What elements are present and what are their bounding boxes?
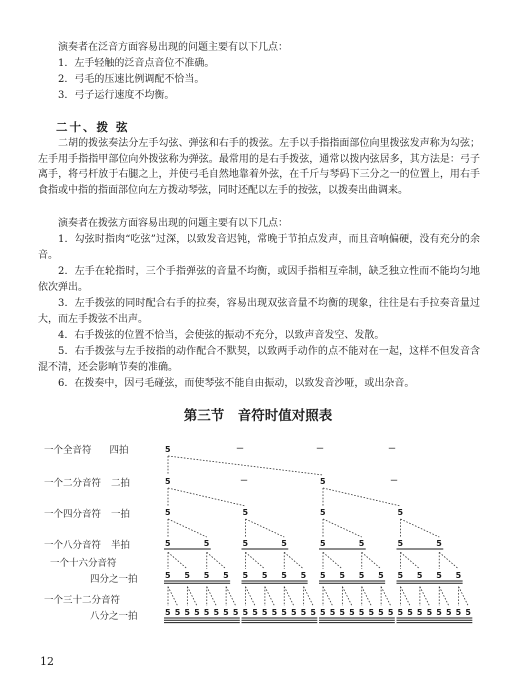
tree-branch-line	[284, 587, 294, 606]
note-digit: 5	[165, 608, 171, 617]
note-digit: 5	[300, 571, 307, 580]
note-digit: 5	[203, 571, 210, 580]
note-digit: 5	[261, 608, 268, 617]
note-digit: 5	[165, 445, 171, 454]
tree-branch-line	[439, 587, 449, 606]
note-digit: 5	[426, 608, 433, 617]
note-digit: 5	[349, 608, 355, 617]
duration-dash: －	[316, 444, 324, 453]
tree-branch-line	[168, 552, 187, 569]
tree-branch-line	[168, 488, 246, 506]
tree-branch-line	[381, 587, 391, 606]
page-number: 12	[40, 655, 54, 668]
tree-branch-line	[284, 552, 303, 569]
row-label-thirtysecond-beats: 八分之一拍	[90, 611, 138, 622]
harmonic-issue-2: 2．弓毛的压速比例调配不恰当。	[58, 74, 205, 85]
tree-branch-line	[246, 587, 256, 606]
note-beats: 四拍	[109, 445, 129, 456]
note-digit: 5	[378, 571, 384, 580]
tree-branch-line	[323, 519, 362, 537]
note-digit: 5	[329, 608, 336, 617]
note-digit: 5	[261, 571, 268, 580]
note-digit: 5	[445, 608, 452, 617]
tree-branch-line	[323, 488, 401, 506]
note-digit: 5	[436, 571, 442, 580]
note-name: 一个二分音符	[44, 478, 102, 489]
note-digit: 5	[165, 571, 171, 580]
note-digit: 5	[232, 608, 239, 617]
pizzicato-issue-2: 2．左手在轮指时，三个手指弹弦的音量不均衡，或因手指相互牵制，缺乏独立性而不能均匀地依次弹出。	[38, 266, 480, 293]
tree-branch-line	[342, 587, 352, 606]
tree-branch-line	[168, 456, 323, 475]
note-digit: 5	[397, 539, 404, 548]
note-digit: 5	[436, 539, 442, 548]
tree-branch-line	[323, 587, 333, 606]
note-digit: 5	[465, 608, 471, 617]
pizzicato-intro: 演奏者在拨弦方面容易出现的问题主要有以下几点：	[58, 218, 288, 229]
note-digit: 5	[242, 571, 249, 580]
note-digit: 5	[455, 571, 462, 580]
note-digit: 5	[310, 608, 316, 617]
note-digit: 5	[320, 608, 326, 617]
note-digit: 5	[184, 608, 190, 617]
note-digit: 5	[455, 608, 462, 617]
note-digit: 5	[165, 477, 171, 486]
pizzicato-issue-6: 6．在拨奏中，因弓毛碰弦，而使琴弦不能自由振动，以致发音沙哑，或出杂音。	[58, 378, 415, 389]
pizzicato-issue-4: 4．右手拨弦的位置不恰当，会使弦的振动不充分，以致声音发空、发散。	[58, 330, 385, 341]
note-digit: 5	[378, 608, 384, 617]
pizzicato-issue-3: 3．左手拨弦的同时配合右手的拉奏，容易出现双弦音量不均衡的现象，往往是右手拉奏音量过大，而左手拨弦不出声。	[38, 298, 480, 325]
note-digit: 5	[407, 608, 413, 617]
tree-branch-line	[362, 587, 372, 606]
note-digit: 5	[242, 508, 249, 517]
note-digit: 5	[320, 571, 326, 580]
note-digit: 5	[320, 539, 326, 548]
note-digit: 5	[281, 608, 287, 617]
note-digit: 5	[358, 571, 365, 580]
note-digit: 5	[397, 608, 404, 617]
tree-branch-line	[323, 552, 342, 569]
note-digit: 5	[397, 508, 404, 517]
note-digit: 5	[242, 608, 249, 617]
tree-branch-line	[420, 587, 430, 606]
note-digit: 5	[194, 608, 200, 617]
note-digit: 5	[252, 608, 258, 617]
note-digit: 5	[223, 608, 229, 617]
duration-dash: －	[390, 476, 398, 485]
tree-branch-line	[226, 587, 236, 606]
note-name: 一个全音符	[44, 445, 92, 456]
pizzicato-issue-5: 5．右手拨弦与左手按指的动作配合不默契，以致两手动作的点不能对在一起，这样不但发音含混不清，还会影响节奏的准确。	[38, 346, 480, 373]
section-heading-pizzicato: 二十、拨 弦	[56, 120, 130, 134]
pizzicato-description: 二胡的拨弦奏法分左手勾弦、弹弦和右手的拨弦。左手以手指指面部位向里拨弦发声称为勾弦；左手用手指指甲部位向外拨弦称为弹弦。最常用的是右手拨弦，通常以拨内弦居多，其方法是：弓子离手，将弓杆放于右腿之上，并使弓毛自然地靠着外弦，在千斤与琴码下三分之一的位置上，用右手食指或中指的指面部位向左方拨动琴弦，同时还配以左手的按弦，以拨奏出曲调来。	[38, 138, 480, 196]
note-digit: 5	[416, 608, 423, 617]
row-label-sixteenth-beats: 四分之一拍	[90, 574, 138, 585]
note-digit: 5	[339, 608, 345, 617]
duration-dash: －	[240, 476, 248, 485]
pizzicato-issue-1: 1．勾弦时指肉“吃弦”过深，以致发音迟钝，常晚于节拍点发声，而且音响偏硬，没有充分的余音。	[38, 234, 480, 261]
note-beats: 二拍	[111, 478, 131, 489]
note-digit: 5	[358, 608, 365, 617]
tree-branch-line	[401, 587, 411, 606]
note-digit: 5	[368, 608, 375, 617]
tree-branch-line	[439, 552, 458, 569]
tree-branch-line	[207, 587, 217, 606]
note-digit: 5	[320, 477, 326, 486]
harmonic-intro: 演奏者在泛音方面容易出现的问题主要有以下几点：	[58, 42, 288, 53]
note-digit: 5	[290, 608, 297, 617]
harmonic-issue-3: 3．弓子运行速度不均衡。	[58, 90, 175, 101]
note-digit: 5	[416, 571, 423, 580]
harmonic-issue-1: 1．左手轻触的泛音点音位不准确。	[58, 58, 215, 69]
note-beats: 一拍	[111, 509, 131, 520]
tree-branch-line	[304, 587, 314, 606]
tree-branch-line	[401, 519, 440, 537]
note-digit: 5	[281, 571, 287, 580]
tree-branch-line	[246, 519, 285, 537]
row-label-thirtysecond-name: 一个三十二分音符	[44, 595, 121, 606]
note-beats: 半拍	[111, 540, 131, 551]
note-digit: 5	[242, 539, 249, 548]
note-digit: 5	[387, 608, 394, 617]
note-digit: 5	[165, 539, 171, 548]
note-digit: 5	[397, 571, 404, 580]
tree-branch-line	[168, 519, 207, 537]
note-digit: 5	[165, 508, 171, 517]
note-digit: 5	[300, 608, 307, 617]
note-digit: 5	[339, 571, 345, 580]
tree-branch-line	[187, 587, 197, 606]
note-digit: 5	[174, 608, 181, 617]
tree-branch-line	[362, 552, 381, 569]
note-digit: 5	[223, 571, 229, 580]
tree-branch-line	[207, 552, 226, 569]
note-digit: 5	[213, 608, 220, 617]
section-heading-note-values: 第三节 音符时值对照表	[183, 408, 333, 424]
duration-dash: －	[388, 444, 396, 453]
note-digit: 5	[281, 539, 287, 548]
tree-branch-line	[168, 587, 178, 606]
note-digit: 5	[320, 508, 326, 517]
row-label-sixteenth-name: 一个十六分音符	[50, 558, 117, 569]
note-digit: 5	[436, 608, 442, 617]
note-name: 一个四分音符	[44, 509, 102, 520]
note-digit: 5	[203, 608, 210, 617]
note-digit: 5	[203, 539, 210, 548]
tree-branch-line	[459, 587, 469, 606]
note-name: 一个八分音符	[44, 540, 102, 551]
tree-branch-line	[401, 552, 420, 569]
tree-branch-line	[246, 552, 265, 569]
note-digit: 5	[271, 608, 278, 617]
note-digit: 5	[184, 571, 190, 580]
tree-branch-line	[265, 587, 275, 606]
note-digit: 5	[358, 539, 365, 548]
duration-dash: －	[236, 444, 244, 453]
